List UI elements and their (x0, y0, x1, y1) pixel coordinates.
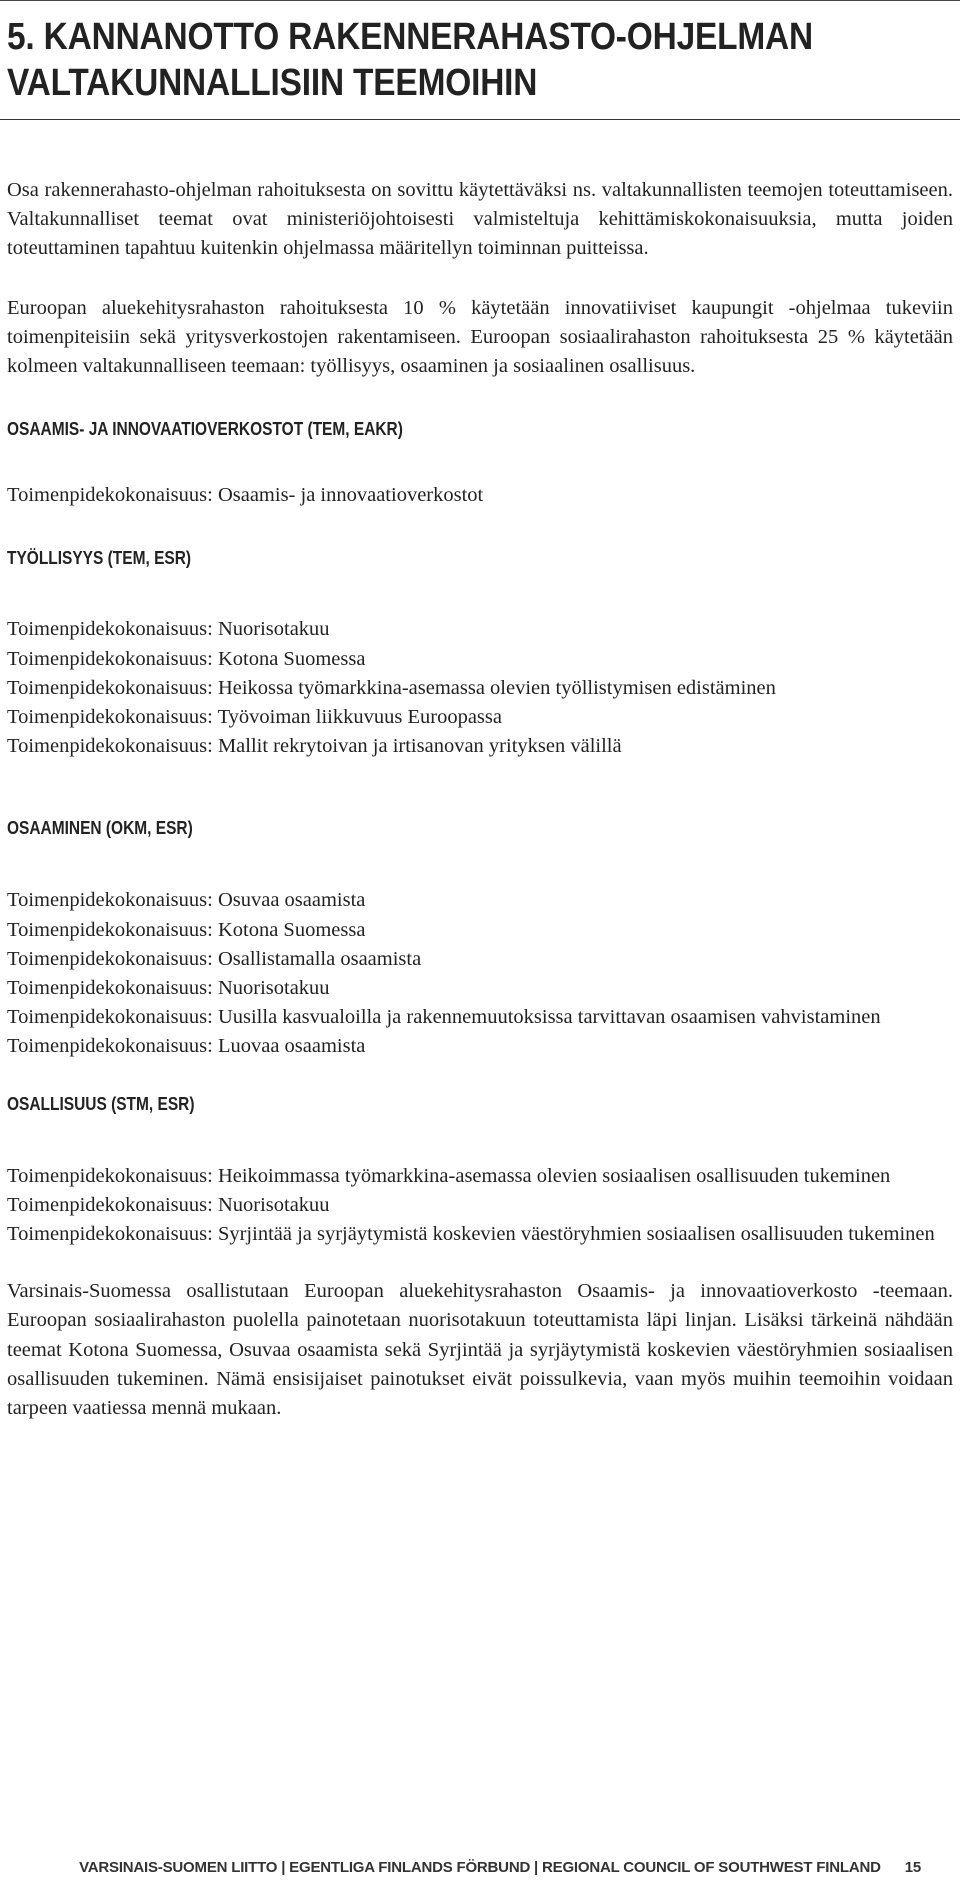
intro-paragraph: Osa rakennerahasto-ohjelman rahoituksesta on sovittu käytettäväksi ns. valtakunnallisten teemojen toteuttamiseen. Valtakunnalliset teemat ovat ministeriöjohtoisesti valmisteltuja kehittämiskokonaisuuksia, mutta joiden toteuttaminen tapahtuu kuitenkin ohjelmassa määritellyn toiminnan puitteissa. (7, 179, 953, 260)
list-item: Toimenpidekokonaisuus: Kotona Suomessa (7, 647, 366, 670)
page-footer (79, 1859, 921, 1877)
list-item: Toimenpidekokonaisuus: Nuorisotakuu (7, 977, 330, 1000)
page-title: 5. KANNANOTTO RAKENNERAHASTO-OHJELMAN VALTAKUNNALLISIIN TEEMOIHIN (7, 16, 813, 104)
section-heading: OSAAMIS- JA INNOVAATIOVERKOSTOT (TEM, EAKR) (7, 419, 403, 440)
list-item: Toimenpidekokonaisuus: Nuorisotakuu (7, 1193, 330, 1216)
footer-organization: VARSINAIS-SUOMEN LIITTO | EGENTLIGA FINLANDS FÖRBUND | REGIONAL COUNCIL OF SOUTHWEST FINLAND (79, 1859, 881, 1876)
page-number: 15 (904, 1859, 921, 1876)
title-rule (0, 119, 960, 120)
intro-paragraph: Euroopan aluekehitysrahaston rahoituksesta 10 % käytetään innovatiiviset kaupungit -ohjelmaa tukeviin toimenpiteisiin sekä yritysverkostojen rakentamiseen. Euroopan sosiaalirahaston rahoituksesta 25 % käytetään kolmeen valtakunnalliseen teemaan: työllisyys, osaaminen ja sosiaalinen osallisuus. (7, 296, 953, 378)
list-item: Toimenpidekokonaisuus: Osallistamalla osaamista (7, 947, 422, 970)
item-list (7, 886, 953, 1061)
list-item: Toimenpidekokonaisuus: Osaamis- ja innovaatioverkostot (7, 484, 484, 507)
section-heading: TYÖLLISYYS (TEM, ESR) (7, 548, 192, 569)
list-item: Toimenpidekokonaisuus: Luovaa osaamista (7, 1035, 366, 1058)
list-item: Toimenpidekokonaisuus: Työvoiman liikkuvuus Euroopassa (7, 706, 502, 729)
document-body (7, 176, 953, 1423)
list-item: Toimenpidekokonaisuus: Heikossa työmarkkina-asemassa olevien työllistymisen edistäminen (7, 676, 776, 699)
item-list (7, 615, 953, 761)
list-item: Toimenpidekokonaisuus: Osuvaa osaamista (7, 889, 366, 912)
item-list (7, 1162, 953, 1250)
list-item: Toimenpidekokonaisuus: Heikoimmassa työmarkkina-asemassa olevien sosiaalisen osallisuuden tukeminen (7, 1164, 891, 1187)
top-rule (0, 0, 960, 1)
list-item: Toimenpidekokonaisuus: Syrjintää ja syrjäytymistä koskevien väestöryhmien sosiaalisen osallisuuden tukeminen (7, 1223, 935, 1246)
list-item: Toimenpidekokonaisuus: Kotona Suomessa (7, 918, 366, 941)
closing-paragraph: Varsinais-Suomessa osallistutaan Euroopan aluekehitysrahaston Osaamis- ja innovaatioverkosto -teemaan. Euroopan sosiaalirahaston puolella painotetaan nuorisotakuun toteuttamista läpi linjan. Lisäksi tärkeinä nähdään teemat Kotona Suomessa, Osuvaa osaamista sekä Syrjintää ja syrjäytymistä koskevien väestöryhmien sosiaalisen osallisuuden tukeminen. Nämä ensisijaiset painotukset eivät poissulkevia, vaan myös muihin teemoihin voidaan tarpeen vaatiessa mennä mukaan. (7, 1280, 953, 1420)
section-heading: OSALLISUUS (STM, ESR) (7, 1093, 195, 1114)
section-heading: OSAAMINEN (OKM, ESR) (7, 818, 193, 839)
list-item: Toimenpidekokonaisuus: Nuorisotakuu (7, 618, 330, 641)
list-item: Toimenpidekokonaisuus: Uusilla kasvualoilla ja rakennemuutoksissa tarvittavan osaamisen vahvistaminen (7, 1006, 881, 1029)
list-item: Toimenpidekokonaisuus: Mallit rekrytoivan ja irtisanovan yrityksen välillä (7, 735, 622, 758)
